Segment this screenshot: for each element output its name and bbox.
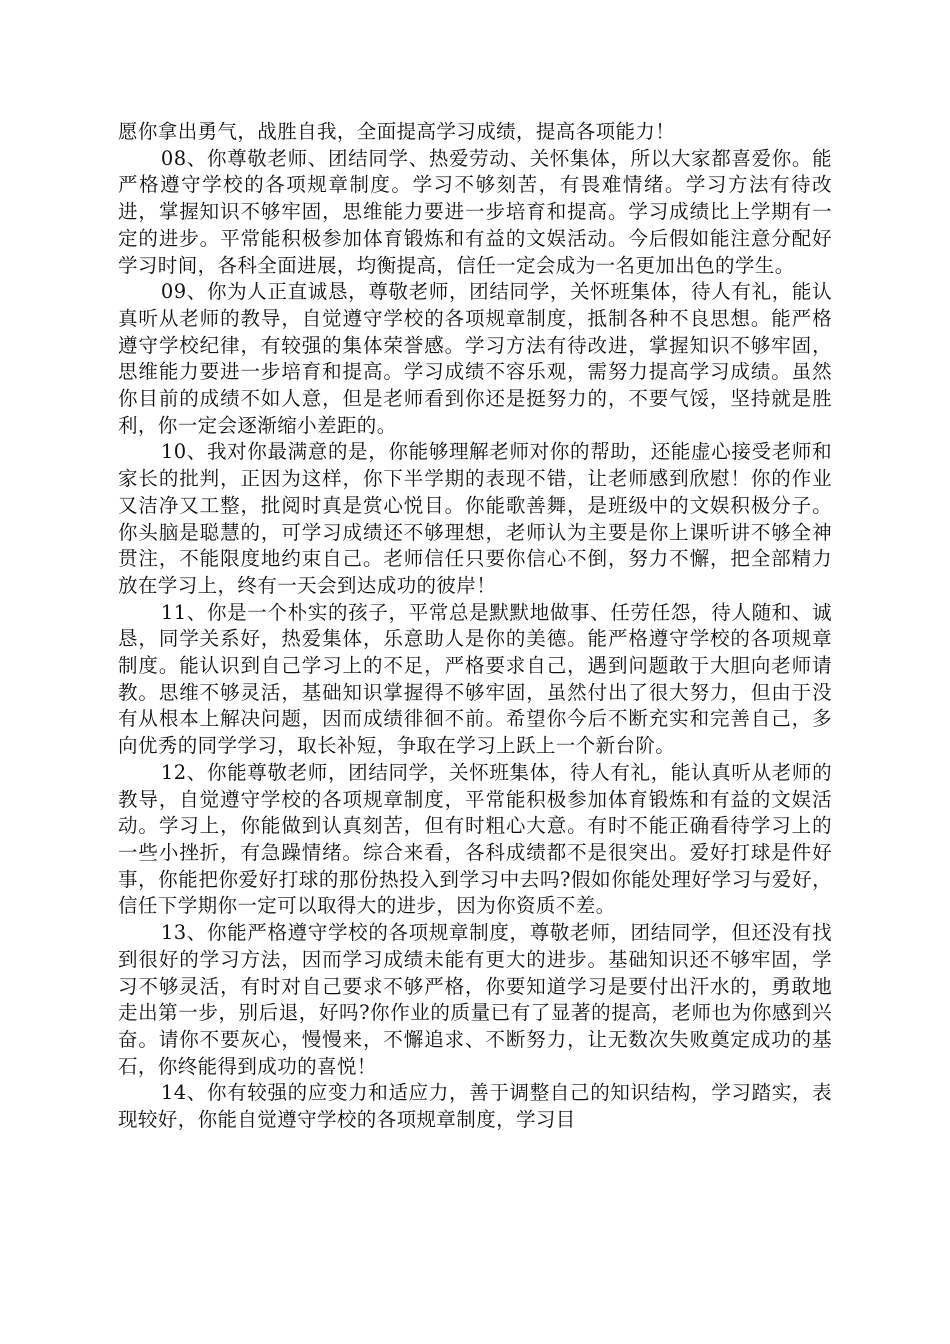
paragraph-09: 09、你为人正直诚恳，尊敬老师，团结同学，关怀班集体，待人有礼，能认真听从老师的教导，自觉遵守学校的各项规章制度，抵制各种不良思想。能严格遵守学校纪律，有较强的集体荣誉感。学习方法有待改进，掌握知识不够牢固，思维能力要进一步培育和提高。学习成绩不容乐观，需努力提高学习成绩。虽然你目前的成绩不如人意，但是老师看到你还是挺努力的，不要气馁，坚持就是胜利，你一定会逐渐缩小差距的。 [118, 280, 832, 437]
paragraph-07-ending: 愿你拿出勇气，战胜自我，全面提高学习成绩，提高各项能力！ [118, 120, 676, 143]
paragraph-10: 10、我对你最满意的是，你能够理解老师对你的帮助，还能虚心接受老师和家长的批判，正因为这样，你下半学期的表现不错，让老师感到欣慰！你的作业又洁净又工整，批阅时真是赏心悦目。你能歌善舞，是班级中的文娱积极分子。你头脑是聪慧的，可学习成绩还不够理想，老师认为主要是你上课听讲不够全神贯注，不能限度地约束自己。老师信任只要你信心不倒，努力不懈，把全部精力放在学习上，终有一天会到达成功的彼岸！ [118, 440, 832, 597]
paragraph-14: 14、你有较强的应变力和适应力，善于调整自己的知识结构，学习踏实，表现较好，你能自觉遵守学校的各项规章制度，学习目 [118, 1081, 832, 1132]
paragraph-12: 12、你能尊敬老师，团结同学，关怀班集体，待人有礼，能认真听从老师的教导，自觉遵守学校的各项规章制度，平常能积极参加体育锻炼和有益的文娱活动。学习上，你能做到认真刻苦，但有时粗心大意。有时不能正确看待学习上的一些小挫折，有急躁情绪。综合来看，各科成绩都不是很突出。爱好打球是件好事，你能把你爱好打球的那份热投入到学习中去吗?假如你能处理好学习与爱好，信任下学期你一定可以取得大的进步，因为你资质不差。 [118, 760, 832, 918]
paragraph-08: 08、你尊敬老师、团结同学、热爱劳动、关怀集体，所以大家都喜爱你。能严格遵守学校的各项规章制度。学习不够刻苦，有畏难情绪。学习方法有待改进，掌握知识不够牢固，思维能力要进一步培育和提高。学习成绩比上学期有一定的进步。平常能积极参加体育锻炼和有益的文娱活动。今后假如能注意分配好学习时间，各科全面进展，均衡提高，信任一定会成为一名更加出色的学生。 [118, 146, 832, 277]
paragraph-13: 13、你能严格遵守学校的各项规章制度，尊敬老师，团结同学，但还没有找到很好的学习方法，因而学习成绩未能有更大的进步。基础知识还不够牢固，学习不够灵活，有时对自己要求不够严格，你要知道学习是要付出汗水的，勇敢地走出第一步，别后退，好吗?你作业的质量已有了显著的提高，老师也为你感到兴奋。请你不要灰心，慢慢来，不懈追求、不断努力，让无数次失败奠定成功的基石，你终能得到成功的喜悦！ [118, 921, 832, 1078]
document-body [118, 119, 832, 1134]
paragraph-11: 11、你是一个朴实的孩子，平常总是默默地做事、任劳任怨，待人随和、诚恳，同学关系好，热爱集体，乐意助人是你的美德。能严格遵守学校的各项规章制度。能认识到自己学习上的不足，严格要求自己，遇到问题敢于大胆向老师请教。思维不够灵活，基础知识掌握得不够牢固，虽然付出了很大努力，但由于没有从根本上解决问题，因而成绩徘徊不前。希望你今后不断充实和完善自己，多向优秀的同学学习，取长补短，争取在学习上跃上一个新台阶。 [118, 600, 832, 758]
